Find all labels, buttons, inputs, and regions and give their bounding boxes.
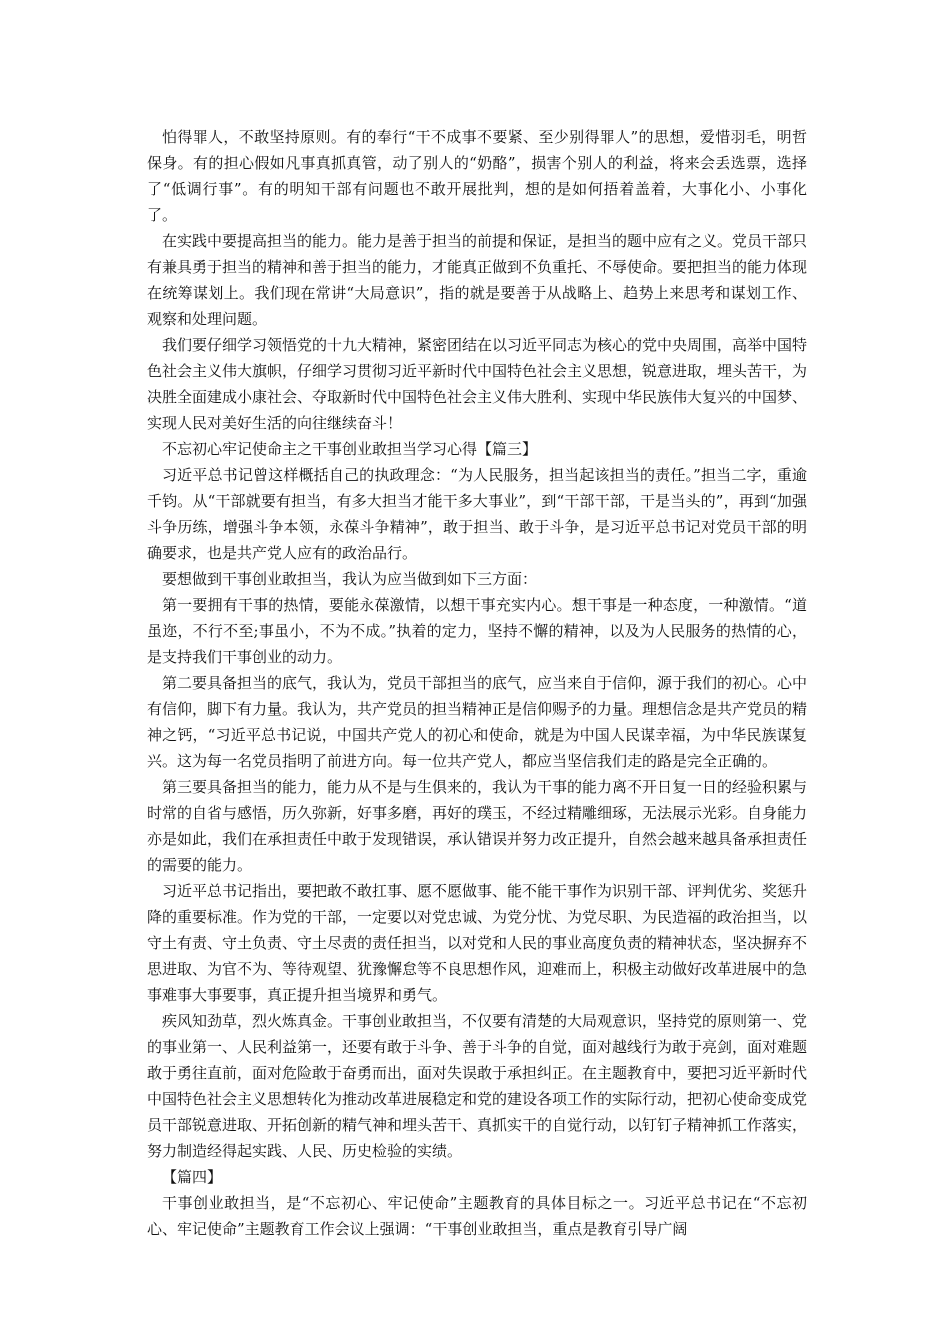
paragraph: 要想做到干事创业敢担当，我认为应当做到如下三方面： (162, 570, 538, 588)
paragraph: 习近平总书记指出，要把敢不敢扛事、愿不愿做事、能不能干事作为识别干部、评判优劣、奖惩升降的重要标准。作为党的干部，一定要以对党忠诚、为党分忧、为党尽职、为民造福的政治担当，以守土有责、守土负责、守土尽责的责任担当，以对党和人民的事业高度负责的精神状态，坚决摒弃不思进取、为官不为、等待观望、犹豫懈怠等不良思想作风，迎难而上，积极主动做好改革进展中的急事难事大事要事，真正提升担当境界和勇气。 (147, 882, 808, 1004)
section-heading: 不忘初心牢记使命主之干事创业敢担当学习心得【篇三】 (162, 440, 538, 458)
paragraph: 怕得罪人，不敢坚持原则。有的奉行“干不成事不要紧、至少别得罪人”的思想，爱惜羽毛，明哲保身。有的担心假如凡事真抓真管，动了别人的“奶酪”，损害个别人的利益，将来会丢选票，选择了“低调行事”。有的明知干部有问题也不敢开展批判，想的是如何捂着盖着，大事化小、小事化了。 (147, 128, 807, 224)
section-heading: 【篇四】 (162, 1168, 223, 1186)
paragraph: 我们要仔细学习领悟党的十九大精神，紧密团结在以习近平同志为核心的党中央周围，高举中国特色社会主义伟大旗帜，仔细学习贯彻习近平新时代中国特色社会主义思想，锐意进取，埋头苦干，为决胜全面建成小康社会、夺取新时代中国特色社会主义伟大胜利、实现中华民族伟大复兴的中国梦、实现人民对美好生活的向往继续奋斗！ (147, 336, 808, 432)
paragraph: 在实践中要提高担当的能力。能力是善于担当的前提和保证，是担当的题中应有之义。党员干部只有兼具勇于担当的精神和善于担当的能力，才能真正做到不负重托、不辱使命。要把担当的能力体现在统筹谋划上。我们现在常讲“大局意识”，指的就是要善于从战略上、趋势上来思考和谋划工作、观察和处理问题。 (147, 232, 808, 328)
paragraph: 第一要拥有干事的热情，要能永葆激情，以想干事充实内心。想干事是一种态度，一种激情。“道虽迩，不行不至;事虽小，不为不成。”执着的定力，坚持不懈的精神，以及为人民服务的热情的心，是支持我们干事创业的动力。 (147, 596, 807, 666)
paragraph: 第三要具备担当的能力，能力从不是与生俱来的，我认为干事的能力离不开日复一日的经验积累与时常的自省与感悟，历久弥新，好事多磨，再好的璞玉，不经过精雕细琢，无法展示光彩。自身能力亦是如此，我们在承担责任中敢于发现错误，承认错误并努力改正提升，自然会越来越具备承担责任的需要的能力。 (147, 778, 808, 874)
document-body (147, 124, 807, 1242)
paragraph: 第二要具备担当的底气，我认为，党员干部担当的底气，应当来自于信仰，源于我们的初心。心中有信仰，脚下有力量。我认为，共产党员的担当精神正是信仰赐予的力量。理想信念是共产党员的精神之钙，“习近平总书记说，中国共产党人的初心和使命，就是为中国人民谋幸福，为中华民族谋复兴。这为每一名党员指明了前进方向。每一位共产党人，都应当坚信我们走的路是完全正确的。 (147, 674, 808, 770)
paragraph: 疾风知劲草，烈火炼真金。干事创业敢担当，不仅要有清楚的大局观意识，坚持党的原则第一、党的事业第一、人民利益第一，还要有敢于斗争、善于斗争的自觉，面对越线行为敢于亮剑，面对难题敢于勇往直前，面对危险敢于奋勇而出，面对失误敢于承担纠正。在主题教育中，要把习近平新时代中国特色社会主义思想转化为推动改革进展稳定和党的建设各项工作的实际行动，把初心使命变成党员干部锐意进取、开拓创新的精气神和埋头苦干、真抓实干的自觉行动，以钉钉子精神抓工作落实，努力制造经得起实践、人民、历史检验的实绩。 (147, 1012, 808, 1160)
paragraph: 习近平总书记曾这样概括自己的执政理念：“为人民服务，担当起该担当的责任。”担当二字，重逾千钧。从“干部就要有担当，有多大担当才能干多大事业”，到“干部干部，干是当头的”，再到“加强斗争历练，增强斗争本领，永葆斗争精神”，敢于担当、敢于斗争，是习近平总书记对党员干部的明确要求，也是共产党人应有的政治品行。 (147, 466, 807, 562)
paragraph: 干事创业敢担当，是“不忘初心、牢记使命”主题教育的具体目标之一。习近平总书记在“不忘初心、牢记使命”主题教育工作会议上强调：“干事创业敢担当，重点是教育引导广阔 (147, 1194, 807, 1238)
